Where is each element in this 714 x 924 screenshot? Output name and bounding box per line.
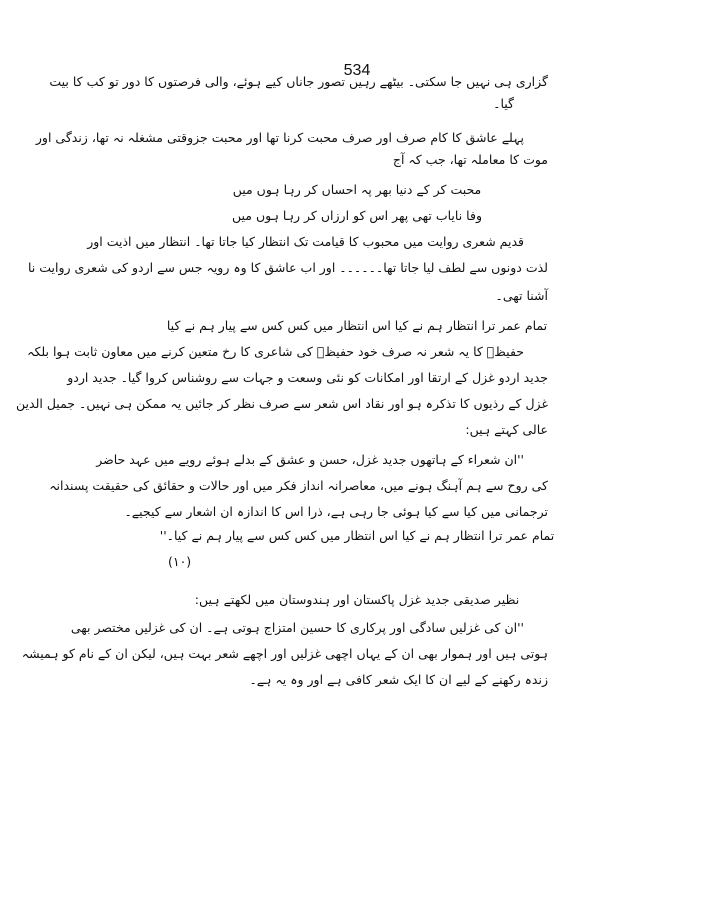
- verse-line: محبت کر کے دنیا بھر پہ احساں کر رہا ہوں میں: [232, 182, 482, 197]
- text-line: موت کا معاملہ تھا، جب کہ آج: [392, 152, 548, 167]
- text-line: پہلے عاشق کا کام صرف اور صرف محبت کرنا تھا اور محبت جزوقتی مشغلہ نہ تھا، زندگی اور: [35, 130, 524, 145]
- quote-line: زندہ رکھنے کے لیے ان کا ایک شعر کافی ہے اور وہ یہ ہے۔: [249, 672, 548, 687]
- text-line: گیا۔: [493, 96, 514, 111]
- text-line: قدیم شعری روایت میں محبوب کا قیامت تک انتظار کیا جاتا تھا۔ انتظار میں اذیت اور: [87, 234, 524, 249]
- text-line: نظیر صدیقی جدید غزل پاکستان اور ہندوستان میں لکھتے ہیں:: [194, 592, 520, 607]
- verse-line: تمام عمر ترا انتظار ہم نے کیا اس انتظار میں کس کس سے پیار ہم نے کیا۔'': [159, 528, 555, 543]
- page-number: 534: [343, 62, 371, 79]
- footnote-marker: (۱۰): [168, 554, 192, 569]
- text-line: آشنا تھی۔: [495, 288, 548, 303]
- text-line: عالی کہتے ہیں:: [465, 422, 548, 437]
- verse-line: وفا نایاب تھی پھر اس کو ارزاں کر رہا ہوں میں: [232, 208, 482, 223]
- quote-line: ''ان شعراء کے ہاتھوں جدید غزل، حسن و عشق کے بدلے ہوئے رویے میں عہد حاضر: [96, 452, 524, 467]
- quote-line: ہوتی ہیں اور ہموار بھی ان کے یہاں اچھی غزلیں اور اچھے شعر بہت ہیں، لیکن ان کے نام کو ہمیشہ: [21, 646, 548, 661]
- text-line: لذت دونوں سے لطف لیا جاتا تھا۔۔۔۔۔۔ اور اب عاشق کا وہ رویہ جس سے اردو کی شعری روایت نا: [27, 260, 548, 275]
- text-line: غزل کے رذیوں کا تذکرہ ہو اور نقاد اس شعر سے صرف نظر کر جائیں یہ ممکن ہی نہیں۔ جمیل الدین: [16, 396, 548, 411]
- text-line: حفیظؔ کا یہ شعر نہ صرف خود حفیظؔ کی شاعری کا رخ متعین کرنے میں معاون ثابت ہوا بلکہ: [27, 344, 524, 359]
- text-line: جدید اردو غزل کے ارتقا اور امکانات کو نئی وسعت و جہات سے روشناس کروا گیا۔ جدید اردو: [67, 370, 548, 385]
- quote-line: ''ان کی غزلیں سادگی اور پرکاری کا حسین امتزاج ہوتی ہے۔ ان کی غزلیں مختصر بھی: [70, 620, 524, 635]
- verse-line: تمام عمر ترا انتظار ہم نے کیا اس انتظار میں کس کس سے پیار ہم نے کیا: [166, 318, 548, 333]
- quote-line: کی روح سے ہم آہنگ ہونے میں، معاصرانہ انداز فکر میں اور حالات و حقائق کی حقیقت پسندانہ: [49, 478, 548, 493]
- text-line: گزاری ہی نہیں جا سکتی۔ بیٹھے رہیں تصور جاناں کیے ہوئے، والی فرصتوں کا دور تو کب کا بیت: [49, 74, 548, 89]
- quote-line: ترجمانی میں کیا سے کیا ہوئی جا رہی ہے، ذرا اس کا اندازہ ان اشعار سے کیجیے۔: [124, 504, 548, 519]
